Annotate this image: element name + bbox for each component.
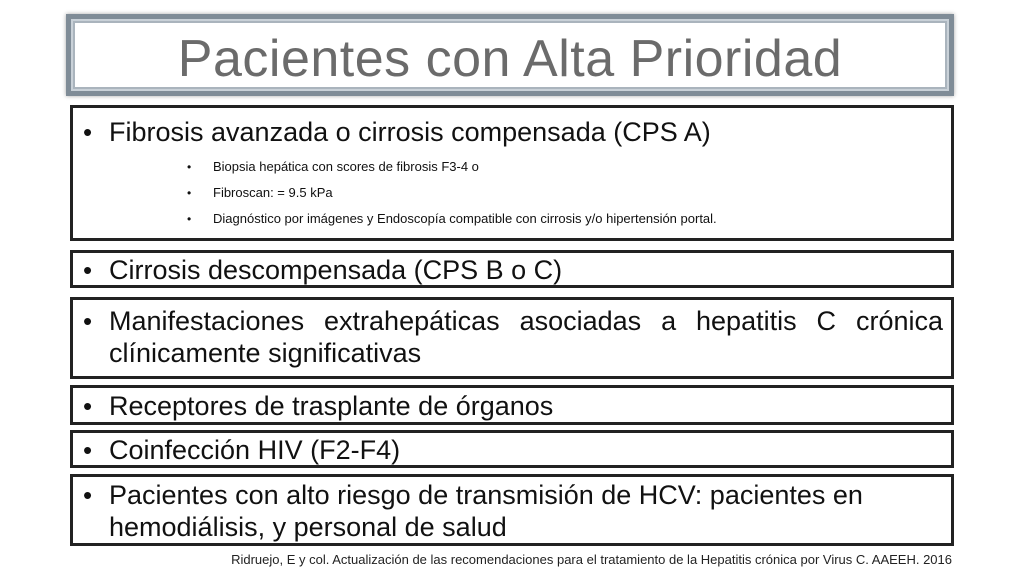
box-decompensated-cirrhosis: [70, 250, 954, 288]
bullet-item: [73, 116, 951, 148]
bullet-text: Cirrosis descompensada (CPS B o C): [109, 255, 563, 285]
slide-title: Pacientes con Alta Prioridad: [177, 30, 843, 88]
bullet-item: [73, 390, 951, 422]
bullet-text: Receptores de trasplante de órganos: [109, 391, 554, 421]
sub-item-text: Diagnóstico por imágenes y Endoscopía compatible con cirrosis y/o hipertensión portal.: [213, 211, 717, 226]
bullet-icon: •: [83, 435, 93, 465]
bullet-icon: •: [83, 255, 93, 285]
bullet-text: Manifestaciones extrahepáticas asociadas a hepatitis C crónica clínicamente significativas: [109, 306, 943, 368]
sub-bullet-icon: •: [187, 160, 192, 174]
sub-item: [73, 154, 951, 180]
bullet-item: [73, 434, 951, 466]
box-high-risk-transmission: [70, 474, 954, 546]
box-transplant: [70, 385, 954, 425]
sub-bullet-icon: •: [187, 212, 192, 226]
box-extrahepatic: [70, 297, 954, 379]
bullet-icon: •: [83, 306, 93, 336]
box-hiv-coinfection: [70, 430, 954, 468]
bullet-item: [73, 479, 951, 543]
box-advanced-fibrosis: [70, 105, 954, 241]
bullet-text: Coinfección HIV (F2-F4): [109, 435, 401, 465]
sub-item-text: Biopsia hepática con scores de fibrosis F3-4 o: [213, 159, 479, 174]
sub-bullet-icon: •: [187, 186, 192, 200]
sub-item: [73, 180, 951, 206]
bullet-item: [73, 305, 951, 369]
bullet-text: Fibrosis avanzada o cirrosis compensada (CPS A): [109, 117, 711, 147]
bullet-icon: •: [83, 480, 93, 510]
bullet-item: [73, 254, 951, 286]
bullet-icon: •: [83, 391, 93, 421]
citation: Ridruejo, E y col. Actualización de las recomendaciones para el tratamiento de la Hepatitis crónica por Virus C. AAEEH. 2016: [231, 552, 952, 567]
bullet-text: Pacientes con alto riesgo de transmisión de HCV: pacientes en hemodiálisis, y personal de salud: [109, 480, 863, 542]
sub-item-text: Fibroscan: = 9.5 kPa: [213, 185, 333, 200]
title-box: [66, 14, 954, 96]
sub-list: [73, 154, 951, 232]
bullet-icon: •: [83, 117, 93, 147]
sub-item: [73, 206, 951, 232]
